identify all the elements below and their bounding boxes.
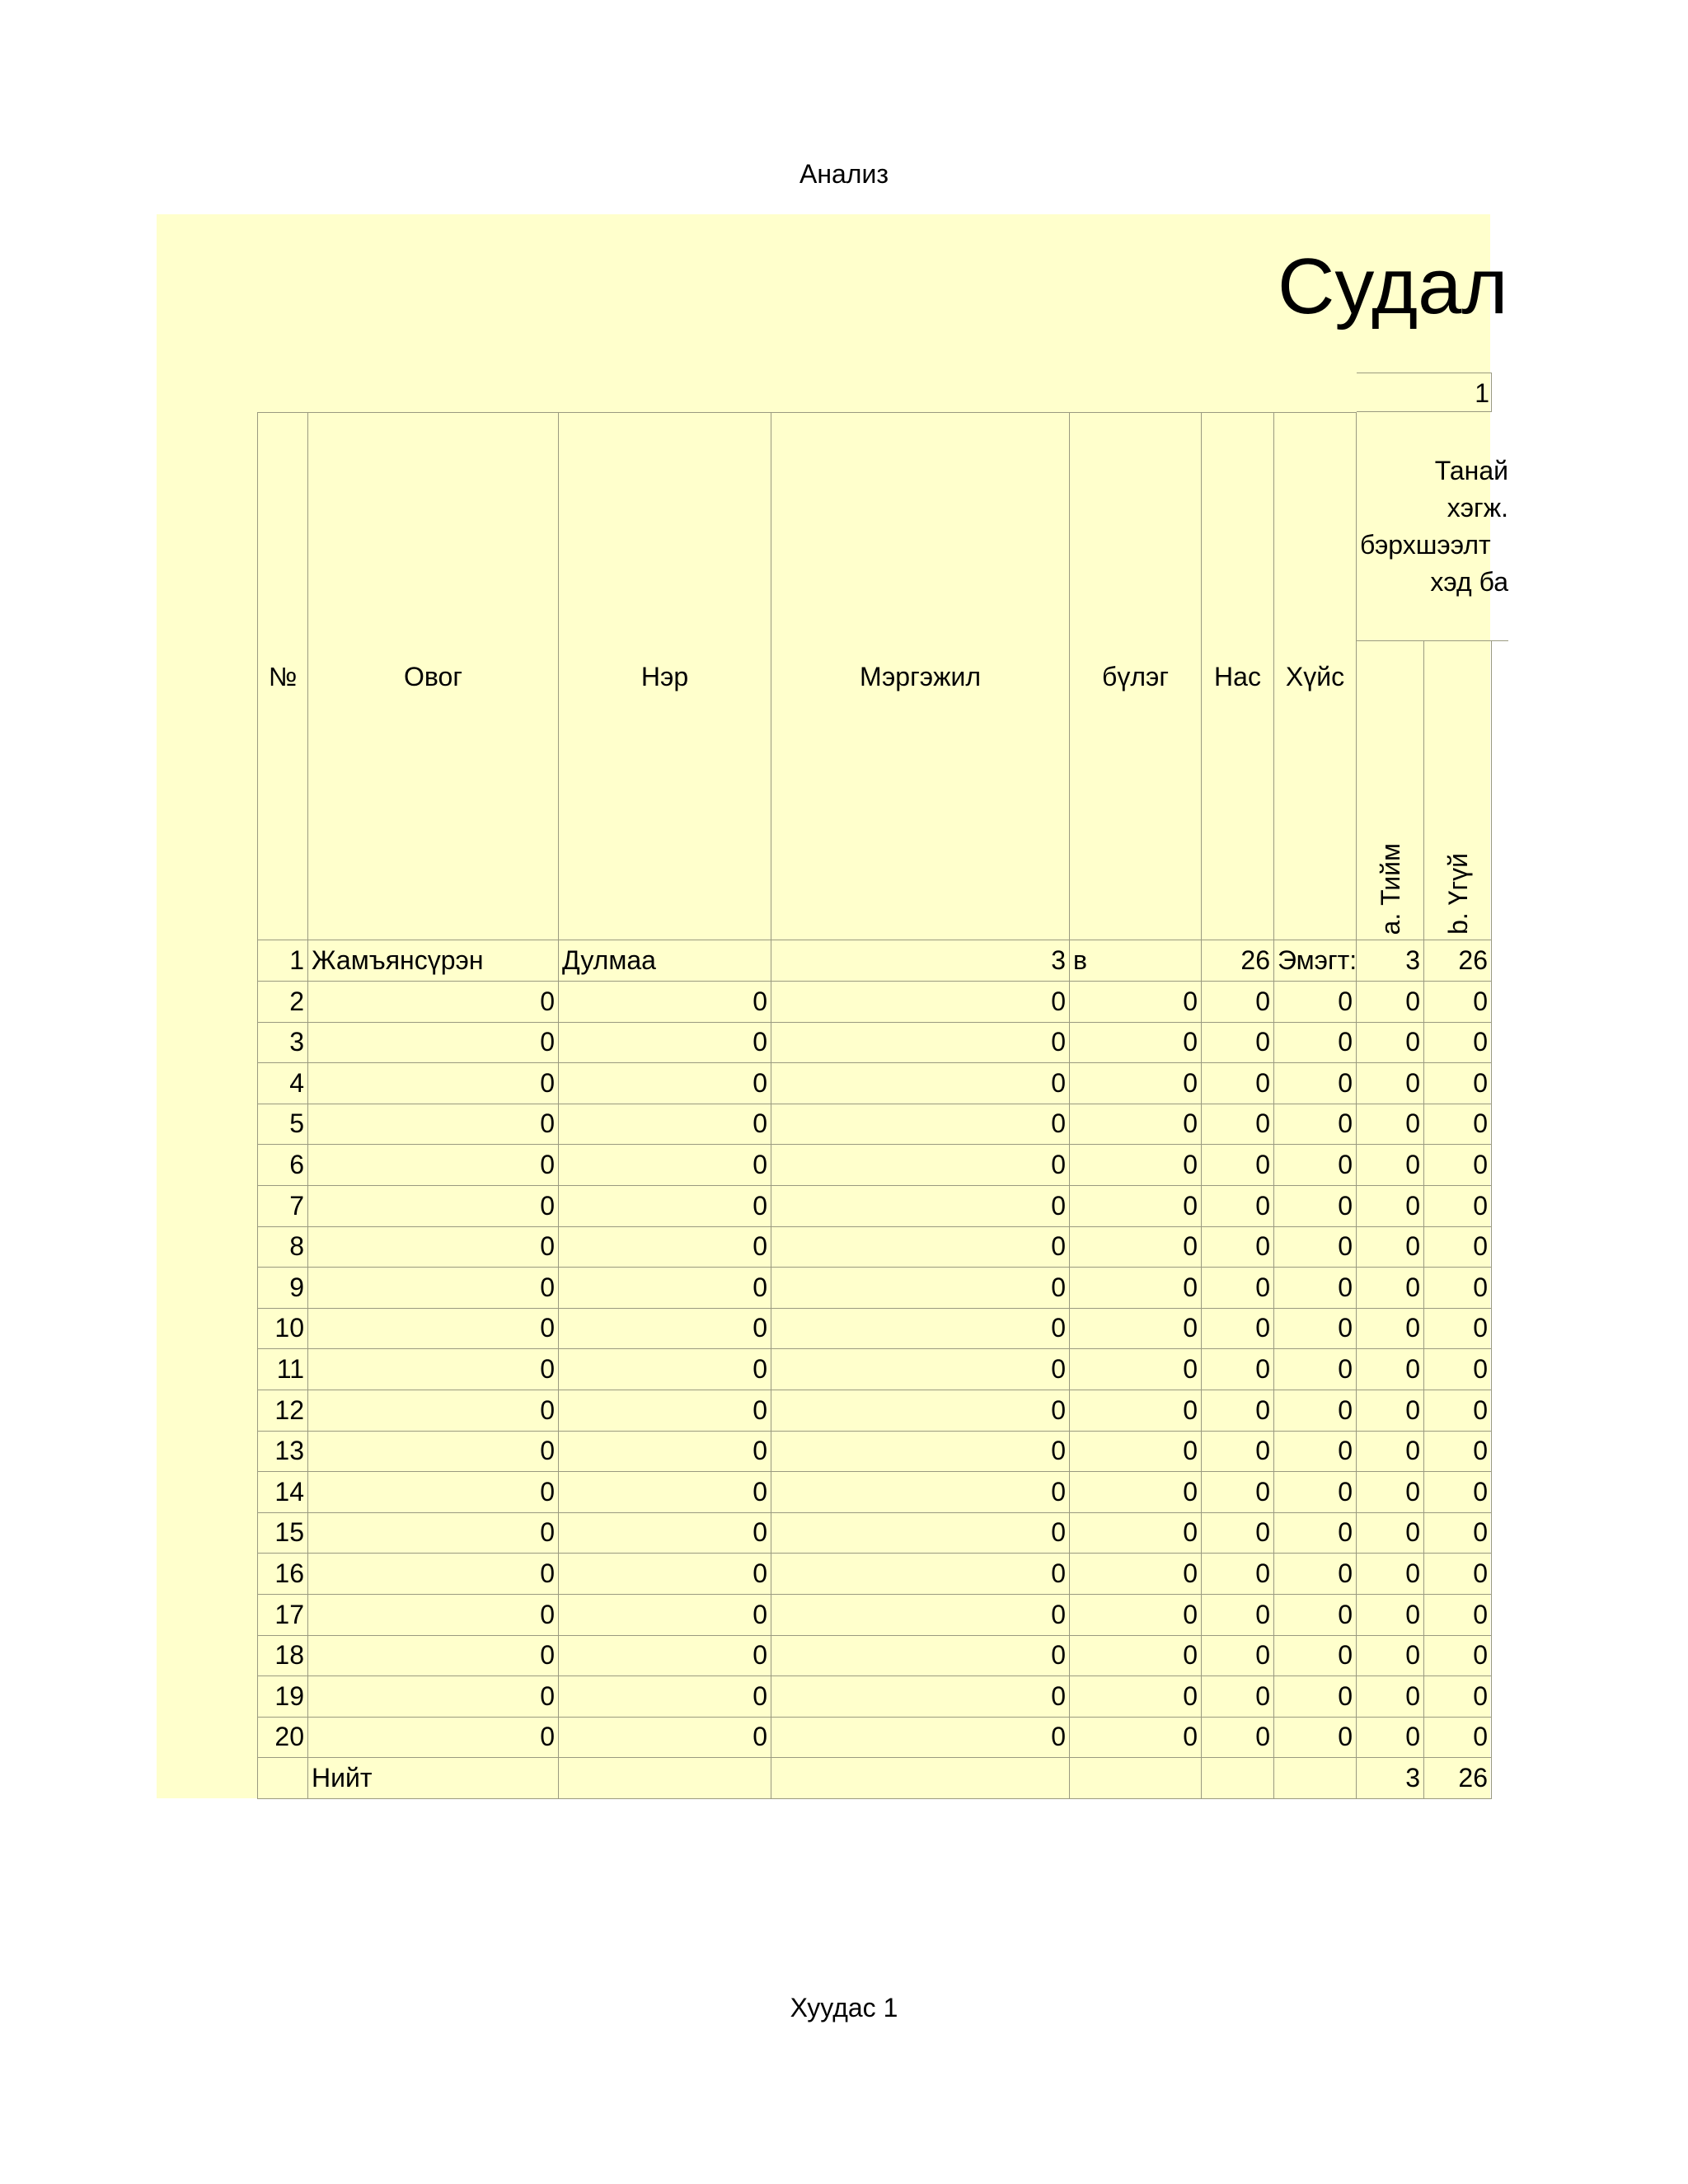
table-cell-profession: 0 [771,1554,1070,1595]
table-cell-group: 0 [1070,1472,1202,1513]
column-header-group: бүлэг [1070,412,1202,940]
column-header-gender: Хүйс [1274,412,1357,940]
table-cell-name: 0 [559,1104,771,1145]
table-cell-no: 16 [257,1554,308,1595]
table-cell-age: 0 [1202,1717,1274,1758]
table-cell-option-b: 0 [1424,1676,1492,1718]
column-header-age: Нас [1202,412,1274,940]
table-cell-gender: 0 [1274,1063,1357,1104]
table-cell-gender: 0 [1274,1349,1357,1390]
table-cell-option-a: 0 [1357,1022,1424,1063]
table-cell-profession: 0 [771,1349,1070,1390]
table-cell-surname: 0 [308,1349,559,1390]
table-cell-no: 17 [257,1595,308,1636]
table-cell-gender: 0 [1274,1268,1357,1309]
table-cell-age: 0 [1202,1554,1274,1595]
table-cell-group: 0 [1070,1717,1202,1758]
table-cell-profession: 3 [771,940,1070,982]
table-cell-gender: 0 [1274,982,1357,1023]
sheet-title: Судал [1278,242,1508,330]
table-cell-surname: 0 [308,1390,559,1432]
table-cell-name: 0 [559,1635,771,1676]
table-cell-group: 0 [1070,1390,1202,1432]
table-cell-profession: 0 [771,1186,1070,1227]
column-header-name: Нэр [559,412,771,940]
table-cell-group: 0 [1070,1104,1202,1145]
table-cell-group: 0 [1070,982,1202,1023]
table-cell-option-a: 0 [1357,982,1424,1023]
table-cell-name: Дулмаа [559,940,771,982]
table-cell-group: 0 [1070,1063,1202,1104]
table-cell-surname: 0 [308,1104,559,1145]
table-cell-group: 0 [1070,1349,1202,1390]
table-cell-profession: 0 [771,982,1070,1023]
table-cell-age: 0 [1202,1349,1274,1390]
table-cell-option-a: 0 [1357,1595,1424,1636]
table-cell-option-a: 0 [1357,1186,1424,1227]
question-text-line: Танай [1434,455,1508,485]
table-cell-group: 0 [1070,1308,1202,1349]
table-cell-name: 0 [559,1349,771,1390]
table-cell-name: 0 [559,1268,771,1309]
table-cell-option-a: 0 [1357,1431,1424,1472]
total-cell-option-a: 3 [1357,1758,1424,1799]
table-cell-surname: 0 [308,1063,559,1104]
table-cell-option-a: 0 [1357,1554,1424,1595]
table-cell-age: 0 [1202,1472,1274,1513]
table-cell-age: 0 [1202,1308,1274,1349]
total-cell-name [559,1758,771,1799]
table-cell-age: 0 [1202,1431,1274,1472]
table-cell-name: 0 [559,1226,771,1268]
table-cell-age: 0 [1202,1104,1274,1145]
table-cell-gender: 0 [1274,1676,1357,1718]
table-cell-option-a: 0 [1357,1349,1424,1390]
table-cell-gender: 0 [1274,1431,1357,1472]
table-cell-surname: 0 [308,1431,559,1472]
table-cell-group: 0 [1070,1145,1202,1186]
table-cell-option-a: 0 [1357,1104,1424,1145]
table-cell-name: 0 [559,1145,771,1186]
table-cell-surname: 0 [308,1635,559,1676]
table-cell-profession: 0 [771,1595,1070,1636]
table-cell-no: 2 [257,982,308,1023]
table-cell-option-b: 0 [1424,1022,1492,1063]
question-text-line: бэрхшээлт [1360,529,1491,560]
table-cell-surname: 0 [308,1717,559,1758]
table-cell-name: 0 [559,1390,771,1432]
spreadsheet-area [157,214,1508,1798]
total-cell-profession [771,1758,1070,1799]
table-cell-surname: 0 [308,1595,559,1636]
table-cell-gender: 0 [1274,1104,1357,1145]
table-cell-option-b: 0 [1424,1186,1492,1227]
table-cell-gender: 0 [1274,1308,1357,1349]
table-cell-no: 3 [257,1022,308,1063]
column-header-profession: Мэргэжил [771,412,1070,940]
question-text [1357,412,1508,641]
table-cell-group: 0 [1070,1635,1202,1676]
table-cell-profession: 0 [771,1717,1070,1758]
table-cell-gender: 0 [1274,1022,1357,1063]
table-cell-group: 0 [1070,1226,1202,1268]
table-cell-group: 0 [1070,1431,1202,1472]
option-header-a [1357,641,1424,940]
table-cell-no: 8 [257,1226,308,1268]
table-cell-option-b: 0 [1424,1512,1492,1554]
table-cell-profession: 0 [771,1022,1070,1063]
table-cell-surname: 0 [308,1186,559,1227]
table-cell-profession: 0 [771,1226,1070,1268]
table-cell-no: 7 [257,1186,308,1227]
table-cell-age: 0 [1202,1226,1274,1268]
table-cell-option-b: 0 [1424,1431,1492,1472]
table-cell-surname: 0 [308,1676,559,1718]
table-cell-no: 10 [257,1308,308,1349]
table-cell-profession: 0 [771,1676,1070,1718]
table-cell-gender: 0 [1274,1595,1357,1636]
page-footer: Хуудас 1 [790,1993,898,2022]
table-cell-no: 14 [257,1472,308,1513]
table-cell-age: 0 [1202,1063,1274,1104]
table-cell-surname: 0 [308,982,559,1023]
table-cell-no: 18 [257,1635,308,1676]
table-cell-gender: 0 [1274,1145,1357,1186]
table-cell-no: 1 [257,940,308,982]
table-cell-group: 0 [1070,1022,1202,1063]
table-cell-option-a: 0 [1357,1676,1424,1718]
table-cell-option-b: 0 [1424,1349,1492,1390]
table-cell-name: 0 [559,1431,771,1472]
table-cell-age: 26 [1202,940,1274,982]
table-cell-gender: 0 [1274,1472,1357,1513]
table-cell-gender: 0 [1274,1226,1357,1268]
table-cell-group: 0 [1070,1554,1202,1595]
table-cell-name: 0 [559,1512,771,1554]
table-cell-surname: 0 [308,1512,559,1554]
table-cell-option-b: 26 [1424,940,1492,982]
table-cell-surname: 0 [308,1308,559,1349]
question-text-line: хэгж. [1447,492,1508,523]
total-cell-option-b: 26 [1424,1758,1492,1799]
total-cell-no [257,1758,308,1799]
table-cell-name: 0 [559,1472,771,1513]
table-cell-option-b: 0 [1424,1717,1492,1758]
table-cell-no: 4 [257,1063,308,1104]
table-cell-option-a: 0 [1357,1308,1424,1349]
table-cell-name: 0 [559,1186,771,1227]
option-label: b. Үгүй [1442,853,1473,935]
table-cell-age: 0 [1202,982,1274,1023]
table-cell-option-b: 0 [1424,1595,1492,1636]
table-cell-name: 0 [559,1063,771,1104]
table-cell-group: 0 [1070,1186,1202,1227]
table-cell-age: 0 [1202,1676,1274,1718]
total-cell-group [1070,1758,1202,1799]
table-cell-option-b: 0 [1424,1390,1492,1432]
table-cell-option-b: 0 [1424,1268,1492,1309]
table-cell-profession: 0 [771,1063,1070,1104]
option-label: a. Тийм [1375,842,1405,935]
table-cell-option-a: 3 [1357,940,1424,982]
table-cell-age: 0 [1202,1022,1274,1063]
table-cell-option-b: 0 [1424,1472,1492,1513]
table-cell-gender: 0 [1274,1512,1357,1554]
table-cell-age: 0 [1202,1595,1274,1636]
table-cell-name: 0 [559,1308,771,1349]
table-cell-no: 6 [257,1145,308,1186]
table-cell-group: 0 [1070,1268,1202,1309]
table-cell-surname: 0 [308,1554,559,1595]
table-cell-group: 0 [1070,1512,1202,1554]
table-cell-gender: 0 [1274,1186,1357,1227]
column-header-surname: Овог [308,412,559,940]
table-cell-age: 0 [1202,1268,1274,1309]
table-cell-surname: 0 [308,1145,559,1186]
table-cell-name: 0 [559,1022,771,1063]
table-cell-option-a: 0 [1357,1145,1424,1186]
table-cell-gender: Эмэгт: [1274,940,1357,982]
table-cell-option-a: 0 [1357,1226,1424,1268]
table-cell-name: 0 [559,1554,771,1595]
table-cell-option-b: 0 [1424,1226,1492,1268]
table-cell-name: 0 [559,1717,771,1758]
table-cell-no: 11 [257,1349,308,1390]
question-number: 1 [1357,373,1492,412]
option-header-b [1424,641,1492,940]
table-cell-no: 15 [257,1512,308,1554]
table-cell-gender: 0 [1274,1717,1357,1758]
table-cell-group: 0 [1070,1676,1202,1718]
table-cell-group: в [1070,940,1202,982]
table-cell-profession: 0 [771,1104,1070,1145]
total-cell-age [1202,1758,1274,1799]
table-cell-option-b: 0 [1424,1145,1492,1186]
table-cell-name: 0 [559,1595,771,1636]
table-cell-name: 0 [559,1676,771,1718]
table-cell-profession: 0 [771,1635,1070,1676]
table-cell-option-b: 0 [1424,1635,1492,1676]
table-cell-option-b: 0 [1424,1104,1492,1145]
table-cell-name: 0 [559,982,771,1023]
table-cell-option-a: 0 [1357,1635,1424,1676]
table-cell-profession: 0 [771,1472,1070,1513]
table-cell-profession: 0 [771,1431,1070,1472]
table-cell-option-b: 0 [1424,982,1492,1023]
table-cell-option-a: 0 [1357,1717,1424,1758]
question-text-line: хэд ба [1430,566,1508,597]
question-text-lines [1360,452,1508,601]
table-cell-gender: 0 [1274,1635,1357,1676]
table-cell-surname: Жамъянсүрэн [308,940,559,982]
table-cell-age: 0 [1202,1635,1274,1676]
table-cell-no: 13 [257,1431,308,1472]
table-cell-surname: 0 [308,1472,559,1513]
table-cell-age: 0 [1202,1186,1274,1227]
table-cell-no: 20 [257,1717,308,1758]
table-cell-age: 0 [1202,1512,1274,1554]
table-cell-profession: 0 [771,1390,1070,1432]
table-cell-option-b: 0 [1424,1554,1492,1595]
table-cell-age: 0 [1202,1390,1274,1432]
table-cell-profession: 0 [771,1145,1070,1186]
table-cell-option-a: 0 [1357,1472,1424,1513]
table-cell-surname: 0 [308,1226,559,1268]
column-header-no: № [257,412,308,940]
total-cell-surname: Нийт [308,1758,559,1799]
table-cell-surname: 0 [308,1268,559,1309]
table-cell-option-a: 0 [1357,1268,1424,1309]
table-cell-option-a: 0 [1357,1390,1424,1432]
table-cell-surname: 0 [308,1022,559,1063]
table-cell-no: 9 [257,1268,308,1309]
table-cell-gender: 0 [1274,1554,1357,1595]
table-cell-option-a: 0 [1357,1063,1424,1104]
table-cell-option-a: 0 [1357,1512,1424,1554]
table-cell-profession: 0 [771,1268,1070,1309]
table-cell-option-b: 0 [1424,1063,1492,1104]
table-cell-no: 12 [257,1390,308,1432]
table-cell-no: 5 [257,1104,308,1145]
total-cell-gender [1274,1758,1357,1799]
page-header: Анализ [799,159,889,189]
table-cell-option-b: 0 [1424,1308,1492,1349]
table-cell-gender: 0 [1274,1390,1357,1432]
table-cell-profession: 0 [771,1308,1070,1349]
table-cell-profession: 0 [771,1512,1070,1554]
table-cell-group: 0 [1070,1595,1202,1636]
table-cell-age: 0 [1202,1145,1274,1186]
table-cell-no: 19 [257,1676,308,1718]
